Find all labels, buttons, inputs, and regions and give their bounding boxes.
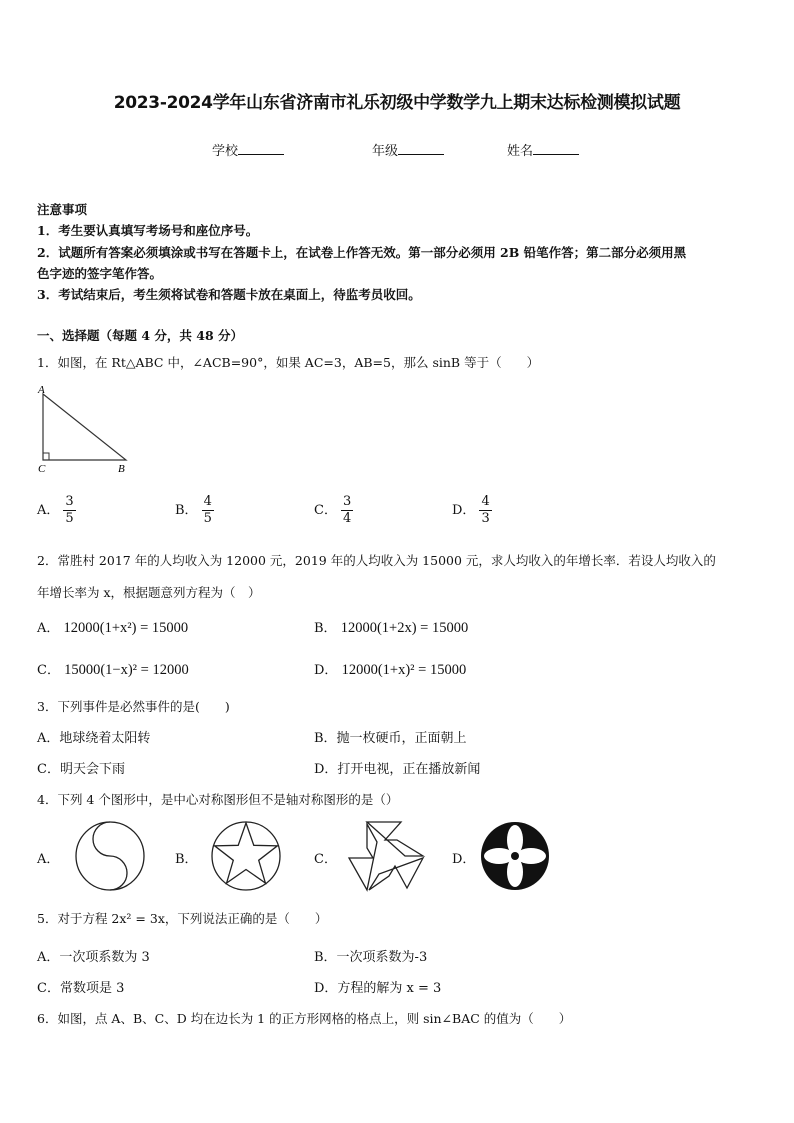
notice-item: 2．试题所有答案必须填涂或书写在答题卡上，在试卷上作答无效。第一部分必须用 2B 铅笔作答；第二部分必须用黑 xyxy=(37,245,687,260)
notice-item: 1．考生要认真填写考场号和座位序号。 xyxy=(37,223,259,238)
q5-option-b[interactable]: B．一次项系数为-3 xyxy=(314,950,428,965)
q5-option-c[interactable]: C．常数项是 3 xyxy=(37,981,125,996)
recycle-hexagon-icon xyxy=(345,818,427,894)
q3-option-c[interactable]: C．明天会下雨 xyxy=(37,762,125,777)
q2-option-c[interactable]: C． 15000(1−x)² = 12000 xyxy=(37,662,189,678)
notice-item: 3．考试结束后，考生须将试卷和答题卡放在桌面上，待监考员收回。 xyxy=(37,287,421,302)
question-1-stem: 1．如图，在 Rt△ABC 中，∠ACB=90°，如果 AC=3，AB=5，那么 sinB 等于（ ） xyxy=(37,355,540,370)
vertex-c-label: C xyxy=(38,463,46,475)
q4-option-d[interactable]: D． xyxy=(452,852,476,867)
q2-option-d[interactable]: D． 12000(1+x)² = 15000 xyxy=(314,662,467,678)
q3-option-a[interactable]: A．地球绕着太阳转 xyxy=(37,731,151,746)
question-5-stem: 5．对于方程 2x² = 3x，下列说法正确的是（ ） xyxy=(37,911,328,926)
q5-option-a[interactable]: A．一次项系数为 3 xyxy=(37,950,150,965)
star-in-circle-icon xyxy=(210,820,282,892)
notice-heading: 注意事项 xyxy=(37,202,88,217)
name-field[interactable]: 姓名 xyxy=(507,140,579,159)
notice-item: 色字迹的签字笔作答。 xyxy=(37,266,163,281)
q1-option-b[interactable]: B． $\frac{4}{5}$ xyxy=(175,494,212,526)
vertex-b-label: B xyxy=(118,463,125,475)
question-3-stem: 3．下列事件是必然事件的是( ) xyxy=(37,699,230,714)
triangle-abc xyxy=(43,394,126,460)
exam-title: 2023-2024学年山东省济南市礼乐初级中学数学九上期末达标检测模拟试题 xyxy=(113,93,681,113)
q2-option-a[interactable]: A． 12000(1+x²) = 15000 xyxy=(37,620,189,636)
grade-field[interactable]: 年级 xyxy=(372,140,444,159)
yin-yang-icon xyxy=(74,820,146,892)
question-6-stem: 6．如图，点 A、B、C、D 均在边长为 1 的正方形网格的格点上，则 sin∠BAC 的值为（ ） xyxy=(37,1011,572,1026)
q4-option-c[interactable]: C． xyxy=(314,852,337,867)
question-4-stem: 4．下列 4 个图形中，是中心对称图形但不是轴对称图形的是（） xyxy=(37,792,399,807)
triangle-figure xyxy=(34,382,134,477)
question-2-stem-line1: 2．常胜村 2017 年的人均收入为 12000 元，2019 年的人均收入为 15000 元，求人均收入的年增长率．若设人均收入的 xyxy=(37,553,716,568)
question-2-stem-line2: 年增长率为 x，根据题意列方程为（ ） xyxy=(37,585,261,600)
q2-option-b[interactable]: B． 12000(1+2x) = 15000 xyxy=(314,620,469,636)
four-petal-circle-icon xyxy=(479,820,551,892)
q4-option-b[interactable]: B． xyxy=(175,852,198,867)
right-angle-mark xyxy=(43,453,49,460)
q3-option-b[interactable]: B．抛一枚硬币，正面朝上 xyxy=(314,731,467,746)
section-heading: 一、选择题（每题 4 分，共 48 分） xyxy=(37,328,244,343)
q3-option-d[interactable]: D．打开电视，正在播放新闻 xyxy=(314,762,481,777)
vertex-a-label: A xyxy=(38,384,45,396)
q1-option-d[interactable]: D． $\frac{4}{3}$ xyxy=(452,494,490,526)
q1-option-c[interactable]: C． $\frac{3}{4}$ xyxy=(314,494,352,526)
school-field[interactable]: 学校 xyxy=(212,140,284,159)
q5-option-d[interactable]: D．方程的解为 x = 3 xyxy=(314,981,442,996)
q1-option-a[interactable]: A． $\frac{3}{5}$ xyxy=(37,494,74,526)
q4-option-a[interactable]: A． xyxy=(37,852,60,867)
